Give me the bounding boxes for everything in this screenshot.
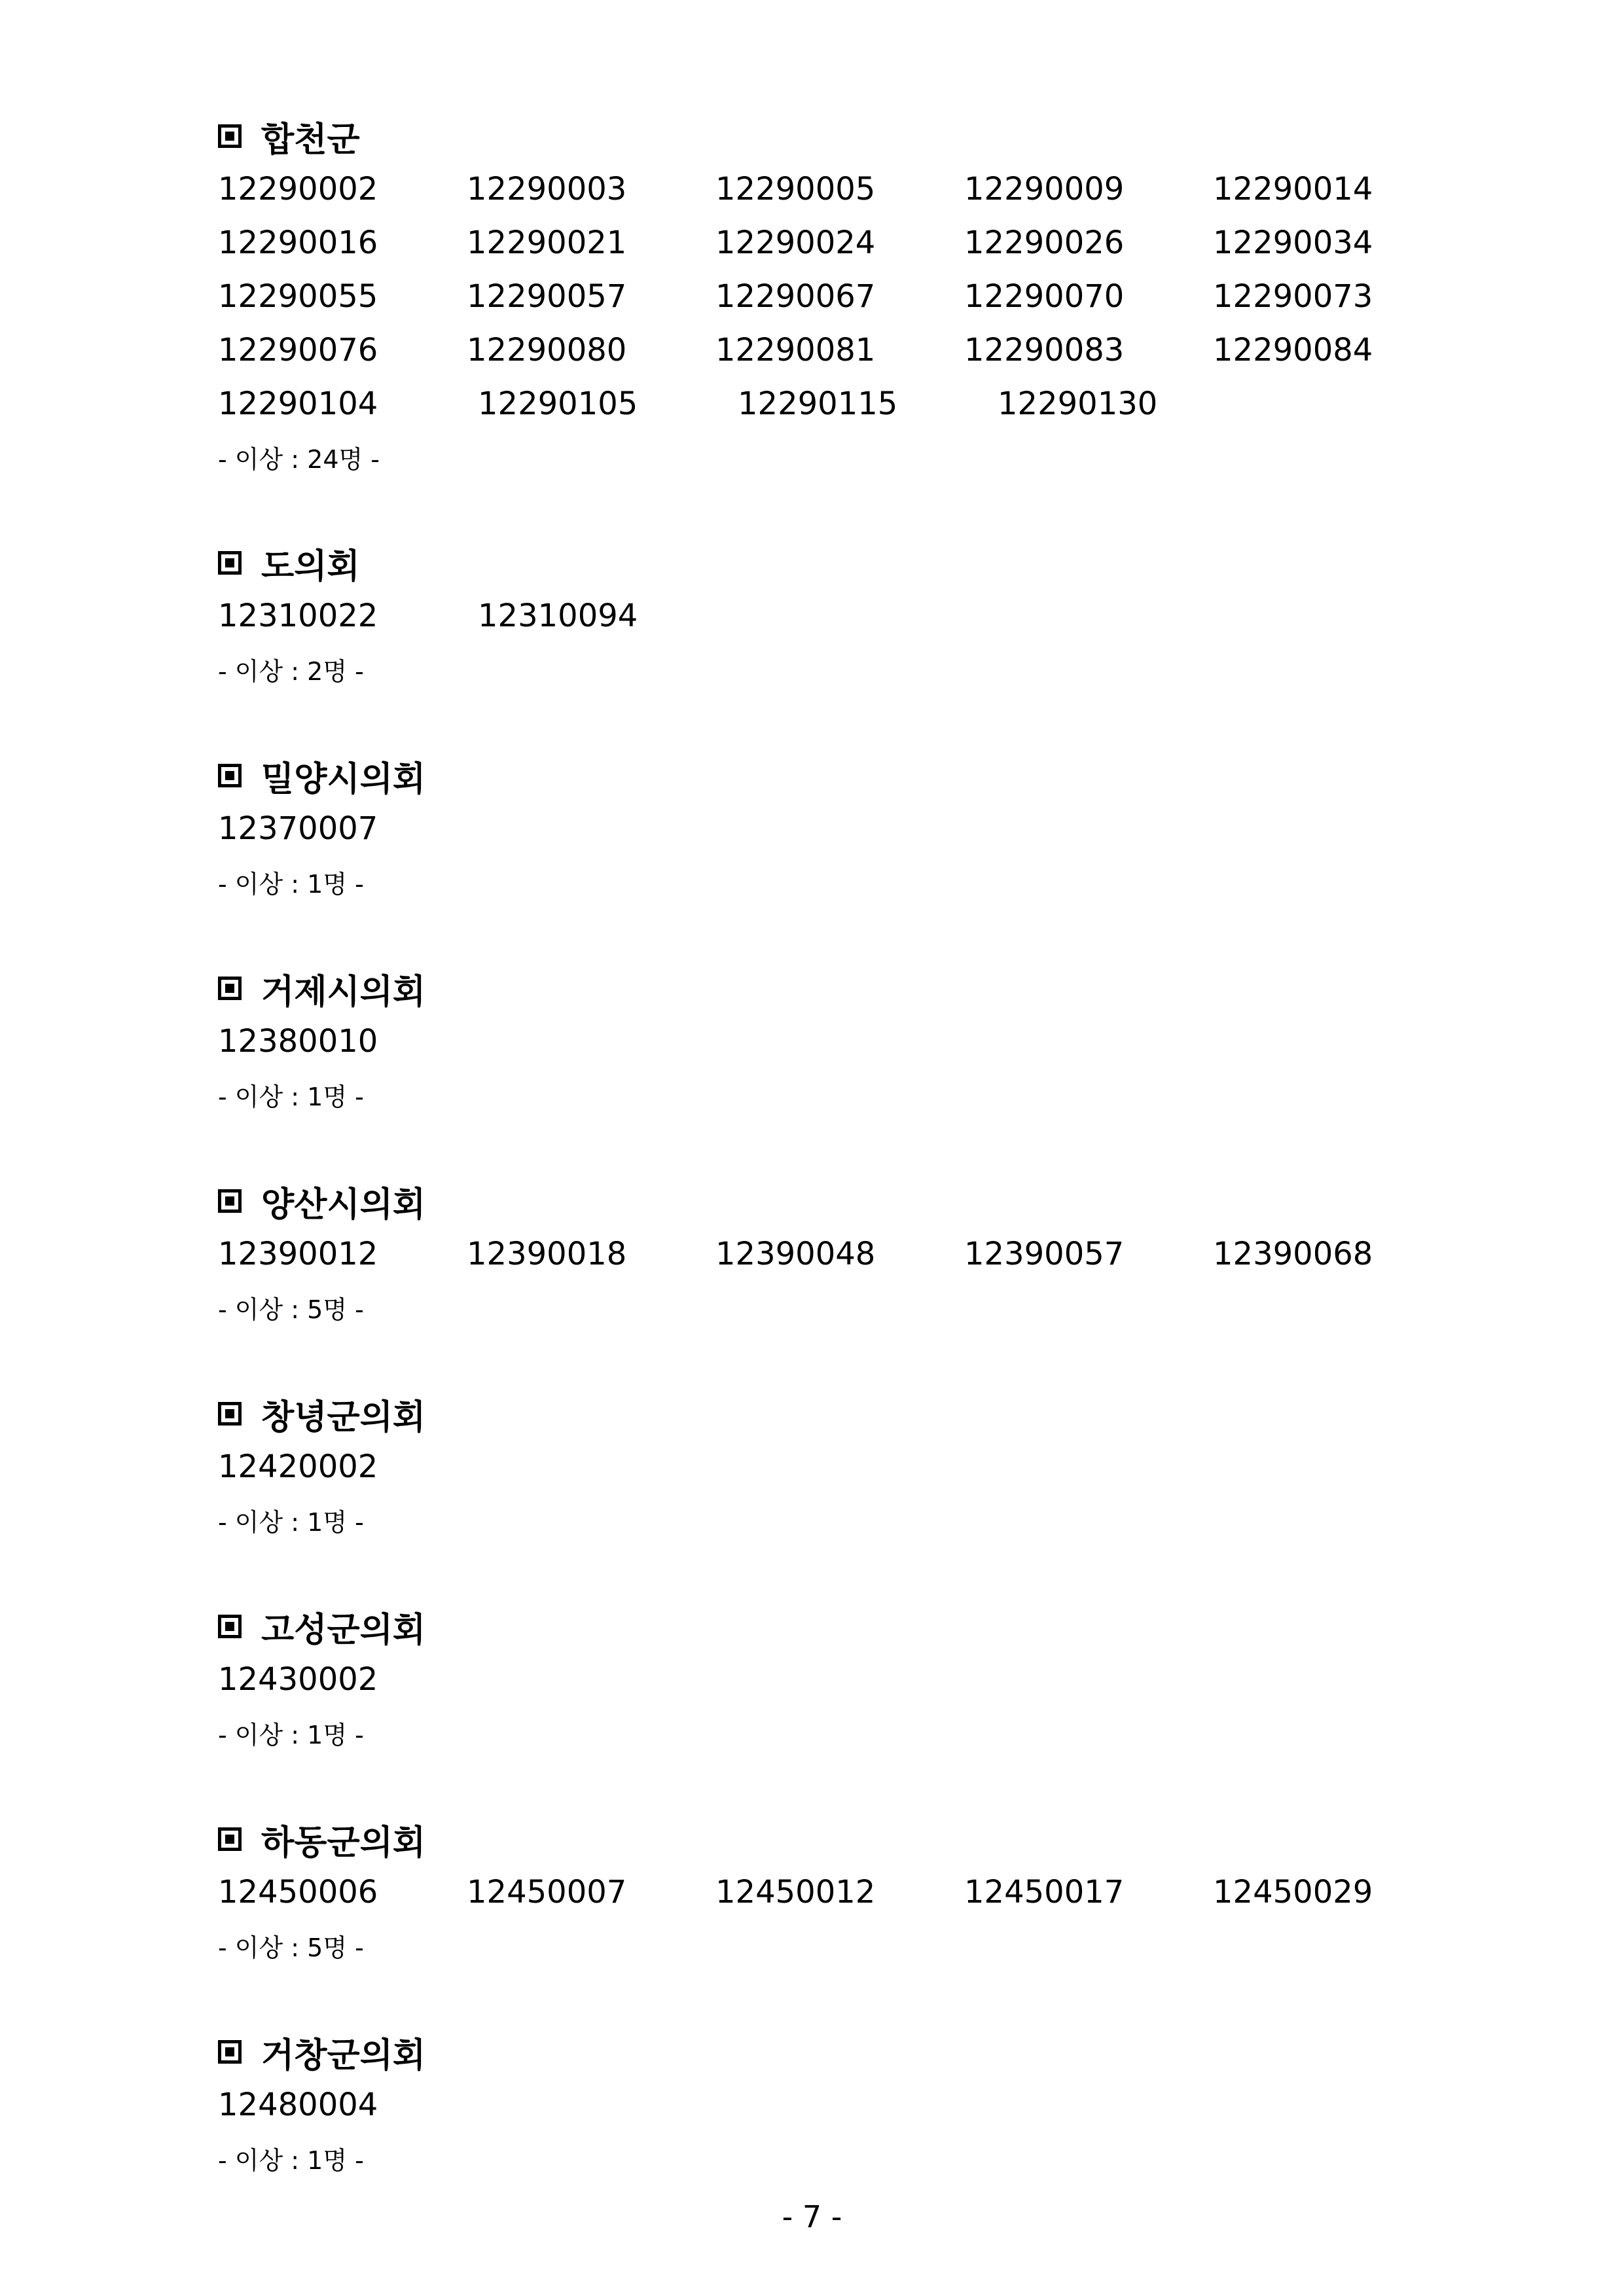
member-id: 12290070 xyxy=(964,278,1125,315)
member-id: 12450017 xyxy=(964,1874,1125,1910)
section-title: 밀양시의회 xyxy=(261,759,426,799)
member-id: 12390048 xyxy=(715,1236,876,1272)
member-id: 12390018 xyxy=(467,1236,627,1272)
member-id: 12290080 xyxy=(467,332,627,368)
id-row xyxy=(218,162,1462,216)
filled-square-bullet-icon xyxy=(218,1189,242,1213)
member-id: 12290073 xyxy=(1213,278,1373,315)
member-id: 12290076 xyxy=(218,332,378,368)
council-section xyxy=(218,749,1462,908)
id-row xyxy=(218,216,1462,270)
member-id: 12290081 xyxy=(715,332,876,368)
member-id: 12310094 xyxy=(478,598,638,634)
section-total: - 이상 : 5명 - xyxy=(218,1295,364,1324)
section-heading xyxy=(218,1600,1462,1653)
member-id: 12420002 xyxy=(218,1448,378,1485)
section-total: - 이상 : 1명 - xyxy=(218,1720,364,1749)
section-title: 양산시의회 xyxy=(261,1185,426,1225)
member-id: 12290105 xyxy=(478,386,638,422)
council-section xyxy=(218,962,1462,1121)
filled-square-bullet-icon xyxy=(218,1615,242,1638)
council-section xyxy=(218,1175,1462,1333)
member-id: 12290034 xyxy=(1213,224,1373,261)
section-heading xyxy=(218,537,1462,589)
member-id: 12310022 xyxy=(218,598,378,634)
section-title: 고성군의회 xyxy=(261,1610,426,1650)
section-heading xyxy=(218,1813,1462,1865)
id-row xyxy=(218,589,1462,643)
filled-square-bullet-icon xyxy=(218,124,242,148)
id-row xyxy=(218,323,1462,377)
id-row xyxy=(218,1653,1462,1706)
member-id: 12290104 xyxy=(218,386,378,422)
id-row xyxy=(218,270,1462,323)
member-id: 12290009 xyxy=(964,171,1125,207)
section-total: - 이상 : 1명 - xyxy=(218,869,364,899)
section-total: - 이상 : 5명 - xyxy=(218,1933,364,1962)
id-row xyxy=(218,1227,1462,1281)
section-heading xyxy=(218,749,1462,802)
section-title: 거창군의회 xyxy=(261,2036,426,2075)
member-id: 12290016 xyxy=(218,224,378,261)
member-id: 12390068 xyxy=(1213,1236,1373,1272)
id-row xyxy=(218,802,1462,855)
member-id: 12290057 xyxy=(467,278,627,315)
section-heading xyxy=(218,962,1462,1014)
section-title: 합천군 xyxy=(261,120,360,160)
council-section xyxy=(218,2026,1462,2184)
member-id: 12290130 xyxy=(998,386,1158,422)
member-id: 12290002 xyxy=(218,171,378,207)
member-id: 12290055 xyxy=(218,278,378,315)
member-id: 12290021 xyxy=(467,224,627,261)
member-id: 12390012 xyxy=(218,1236,378,1272)
section-total: - 이상 : 2명 - xyxy=(218,656,364,686)
member-id: 12390057 xyxy=(964,1236,1125,1272)
filled-square-bullet-icon xyxy=(218,1827,242,1851)
member-id: 12290003 xyxy=(467,171,627,207)
member-id: 12290005 xyxy=(715,171,876,207)
section-total: - 이상 : 1명 - xyxy=(218,1507,364,1537)
filled-square-bullet-icon xyxy=(218,977,242,1000)
filled-square-bullet-icon xyxy=(218,764,242,787)
section-heading xyxy=(218,1388,1462,1440)
council-section xyxy=(218,1388,1462,1546)
member-id: 12290067 xyxy=(715,278,876,315)
member-id: 12450012 xyxy=(715,1874,876,1910)
member-id: 12290084 xyxy=(1213,332,1373,368)
id-row xyxy=(218,377,1462,431)
member-id: 12450006 xyxy=(218,1874,378,1910)
filled-square-bullet-icon xyxy=(218,2040,242,2064)
council-section xyxy=(218,1813,1462,1971)
member-id: 12370007 xyxy=(218,810,378,847)
section-heading xyxy=(218,1175,1462,1227)
member-id: 12430002 xyxy=(218,1661,378,1698)
member-id: 12480004 xyxy=(218,2087,378,2123)
section-total: - 이상 : 1명 - xyxy=(218,1082,364,1111)
section-total: - 이상 : 24명 - xyxy=(218,444,380,474)
section-title: 도의회 xyxy=(261,547,360,586)
page-number: - 7 - xyxy=(782,2199,842,2234)
id-row xyxy=(218,1014,1462,1068)
member-id: 12450029 xyxy=(1213,1874,1373,1910)
section-heading xyxy=(218,2026,1462,2078)
council-section xyxy=(218,1600,1462,1759)
member-id: 12290024 xyxy=(715,224,876,261)
member-id: 12380010 xyxy=(218,1023,378,1060)
council-section xyxy=(218,537,1462,695)
member-id: 12290083 xyxy=(964,332,1125,368)
section-title: 창녕군의회 xyxy=(261,1397,426,1437)
member-id: 12290115 xyxy=(738,386,898,422)
section-title: 거제시의회 xyxy=(261,972,426,1012)
id-row xyxy=(218,1865,1462,1919)
council-section xyxy=(218,110,1462,483)
id-row xyxy=(218,1440,1462,1494)
id-row xyxy=(218,2078,1462,2132)
member-id: 12450007 xyxy=(467,1874,627,1910)
section-total: - 이상 : 1명 - xyxy=(218,2145,364,2175)
section-heading xyxy=(218,110,1462,162)
member-id: 12290014 xyxy=(1213,171,1373,207)
filled-square-bullet-icon xyxy=(218,1402,242,1426)
filled-square-bullet-icon xyxy=(218,551,242,575)
member-id: 12290026 xyxy=(964,224,1125,261)
section-title: 하동군의회 xyxy=(261,1823,426,1863)
